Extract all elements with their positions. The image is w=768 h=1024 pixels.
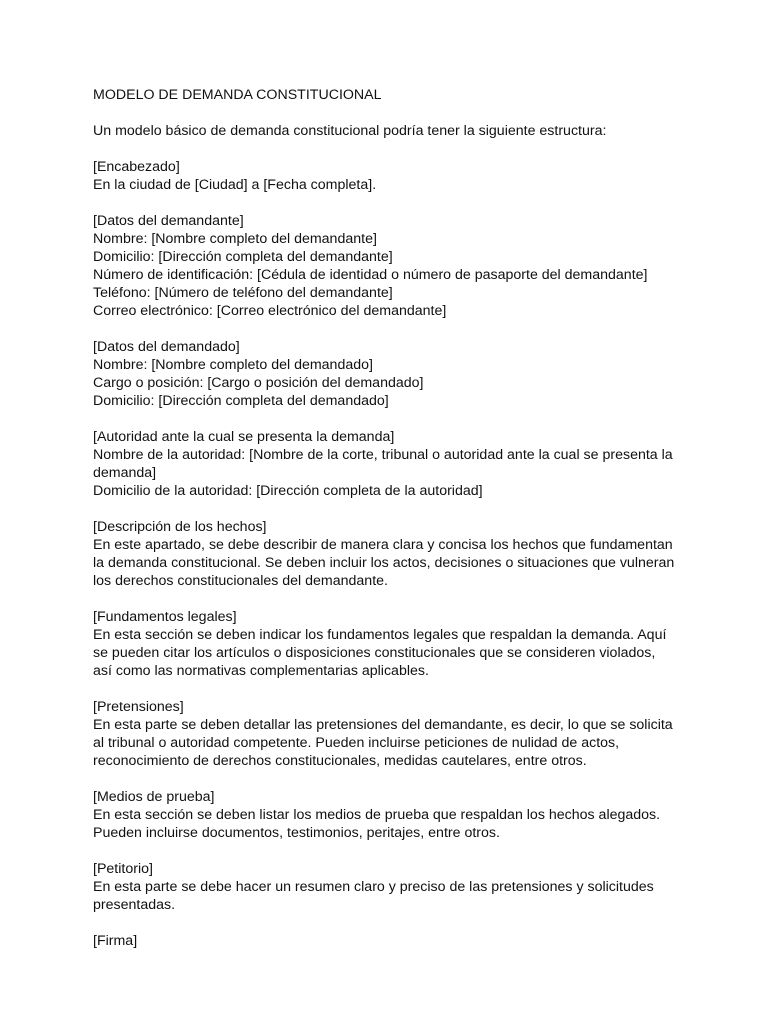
section-line: Número de identificación: [Cédula de identidad o número de pasaporte del demandante]: [93, 267, 648, 283]
section-block: [93, 428, 713, 518]
section-block: [93, 860, 713, 932]
section-heading: [Descripción de los hechos]: [93, 519, 267, 535]
section-line: Domicilio: [Dirección completa del demandado]: [93, 393, 389, 409]
section-line: demanda]: [93, 465, 157, 481]
section-block: [93, 788, 713, 860]
section-line: Nombre: [Nombre completo del demandante]: [93, 231, 377, 247]
section-line: reconocimiento de derechos constitucionales, medidas cautelares, entre otros.: [93, 753, 587, 769]
section-line: así como las normativas complementarias aplicables.: [93, 663, 429, 679]
section-line: Pueden incluirse documentos, testimonios, peritajes, entre otros.: [93, 825, 500, 841]
section-line: En esta sección se deben indicar los fundamentos legales que respaldan la demanda. Aquí: [93, 627, 667, 643]
blank-line: [93, 194, 713, 212]
blank-line: [93, 770, 713, 788]
section-line: En esta parte se debe hacer un resumen claro y preciso de las pretensiones y solicitudes: [93, 879, 654, 895]
section-heading: [Datos del demandante]: [93, 213, 244, 229]
blank-line: [93, 590, 713, 608]
section-line: En esta sección se deben listar los medios de prueba que respaldan los hechos alegados.: [93, 807, 661, 823]
section-line: al tribunal o autoridad competente. Pueden incluirse peticiones de nulidad de actos,: [93, 735, 620, 751]
section-line: los derechos constitucionales del demandante.: [93, 573, 388, 589]
document-body: [93, 86, 713, 950]
section-heading: [Autoridad ante la cual se presenta la demanda]: [93, 429, 395, 445]
blank-line: [93, 140, 713, 158]
section-line: presentadas.: [93, 897, 176, 913]
blank-line: [93, 104, 713, 122]
section-line: En este apartado, se debe describir de manera clara y concisa los hechos que fundamentan: [93, 537, 673, 553]
blank-line: [93, 410, 713, 428]
document-title: MODELO DE DEMANDA CONSTITUCIONAL: [93, 87, 382, 103]
blank-line: [93, 680, 713, 698]
section-line: Correo electrónico: [Correo electrónico del demandante]: [93, 303, 447, 319]
section-heading: [Firma]: [93, 933, 138, 949]
section-line: En esta parte se deben detallar las pretensiones del demandante, es decir, lo que se solicita: [93, 717, 673, 733]
section-heading: [Medios de prueba]: [93, 789, 215, 805]
blank-line: [93, 500, 713, 518]
document-intro: Un modelo básico de demanda constitucional podría tener la siguiente estructura:: [93, 123, 607, 139]
section-line: Cargo o posición: [Cargo o posición del demandado]: [93, 375, 424, 391]
section-line: Nombre de la autoridad: [Nombre de la corte, tribunal o autoridad ante la cual se presenta la: [93, 447, 673, 463]
section-block: [93, 932, 713, 950]
blank-line: [93, 914, 713, 932]
blank-line: [93, 842, 713, 860]
section-line: la demanda constitucional. Se deben incluir los actos, decisiones o situaciones que vulneran: [93, 555, 675, 571]
section-block: [93, 338, 713, 428]
section-block: [93, 698, 713, 788]
section-block: [93, 158, 713, 212]
section-block: [93, 212, 713, 338]
section-block: [93, 518, 713, 608]
section-line: Domicilio de la autoridad: [Dirección completa de la autoridad]: [93, 483, 483, 499]
section-line: Domicilio: [Dirección completa del demandante]: [93, 249, 393, 265]
section-block: [93, 608, 713, 698]
section-line: Teléfono: [Número de teléfono del demandante]: [93, 285, 393, 301]
blank-line: [93, 320, 713, 338]
section-heading: [Datos del demandado]: [93, 339, 240, 355]
section-heading: [Fundamentos legales]: [93, 609, 237, 625]
section-heading: [Petitorio]: [93, 861, 153, 877]
document-sections: [93, 158, 713, 950]
section-line: Nombre: [Nombre completo del demandado]: [93, 357, 373, 373]
section-line: En la ciudad de [Ciudad] a [Fecha completa].: [93, 177, 377, 193]
section-line: se pueden citar los artículos o disposiciones constitucionales que se consideren violados,: [93, 645, 656, 661]
section-heading: [Encabezado]: [93, 159, 180, 175]
section-heading: [Pretensiones]: [93, 699, 184, 715]
